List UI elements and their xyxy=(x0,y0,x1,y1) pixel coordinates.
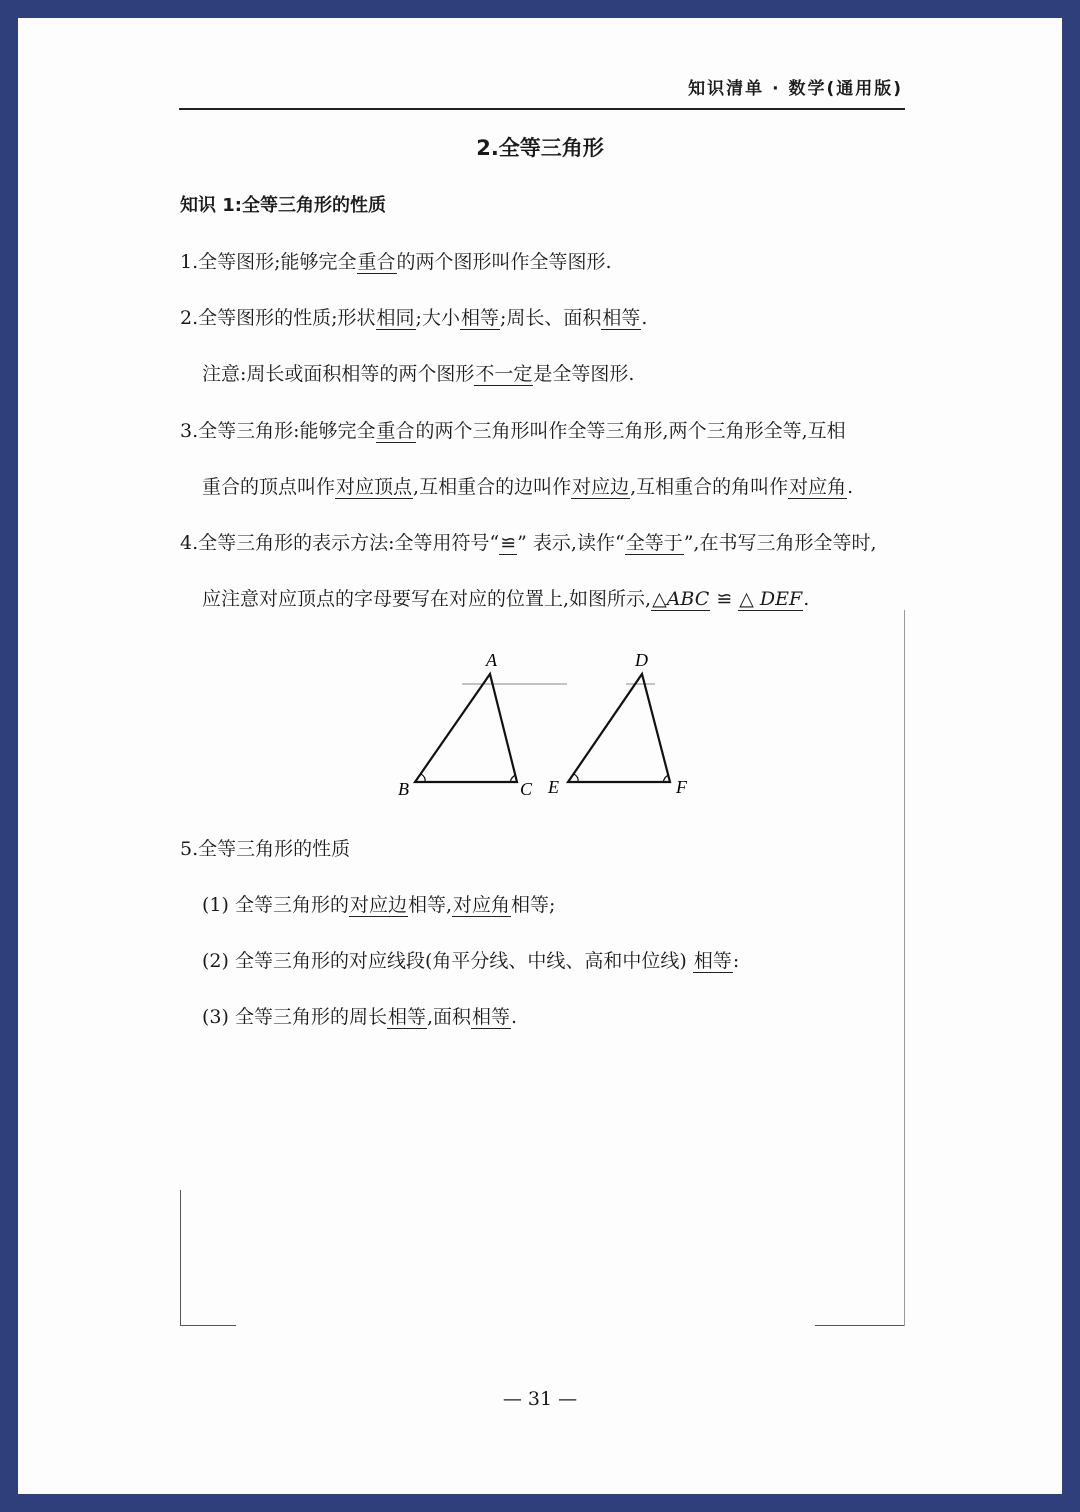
knowledge-heading: 知识 1:全等三角形的性质 xyxy=(180,195,386,216)
frame-edge-left xyxy=(180,1190,181,1326)
angle-mark-e xyxy=(574,774,578,782)
item-4-line-2: 应注意对应顶点的字母要写在对应的位置上,如图所示,△ABC ≌ △ DEF. xyxy=(202,588,810,610)
label-f: F xyxy=(676,777,687,797)
triangle-def xyxy=(568,674,670,782)
item-5-sub-1: (1) 全等三角形的对应边相等,对应角相等; xyxy=(202,894,556,916)
item-3-line-1: 3.全等三角形:能够完全重合的两个三角形叫作全等三角形,两个三角形全等,互相 xyxy=(180,420,846,442)
frame-edge-right xyxy=(904,610,905,1326)
label-c: C xyxy=(520,779,533,799)
label-e: E xyxy=(548,777,559,797)
label-d: D xyxy=(635,650,648,670)
note: 注意:周长或面积相等的两个图形不一定是全等图形. xyxy=(202,363,635,385)
item-5-heading: 5.全等三角形的性质 xyxy=(180,838,351,860)
label-a: A xyxy=(486,650,497,670)
section-title: 2.全等三角形 xyxy=(476,136,604,160)
frame-corner-right xyxy=(815,1325,905,1326)
item-2: 2.全等图形的性质;形状相同;大小相等;周长、面积相等. xyxy=(180,307,648,329)
frame-corner-left xyxy=(180,1325,236,1326)
triangle-abc xyxy=(415,674,517,782)
header-text: 知识清单 · 数学(通用版) xyxy=(688,79,903,99)
label-b: B xyxy=(398,779,409,799)
item-5-sub-2: (2) 全等三角形的对应线段(角平分线、中线、高和中位线) 相等: xyxy=(202,950,740,972)
angle-mark-b xyxy=(421,774,425,782)
item-5-sub-3: (3) 全等三角形的周长相等,面积相等. xyxy=(202,1006,518,1028)
page-number: — 31 — xyxy=(502,1388,578,1410)
page-header xyxy=(179,70,905,110)
item-1: 1.全等图形;能够完全重合的两个图形叫作全等图形. xyxy=(180,251,612,273)
item-3-line-2: 重合的顶点叫作对应顶点,互相重合的边叫作对应边,互相重合的角叫作对应角. xyxy=(202,476,854,498)
item-4-line-1: 4.全等三角形的表示方法:全等用符号“≌” 表示,读作“全等于”,在书写三角形全等时, xyxy=(180,532,877,554)
triangles-figure xyxy=(380,640,710,810)
